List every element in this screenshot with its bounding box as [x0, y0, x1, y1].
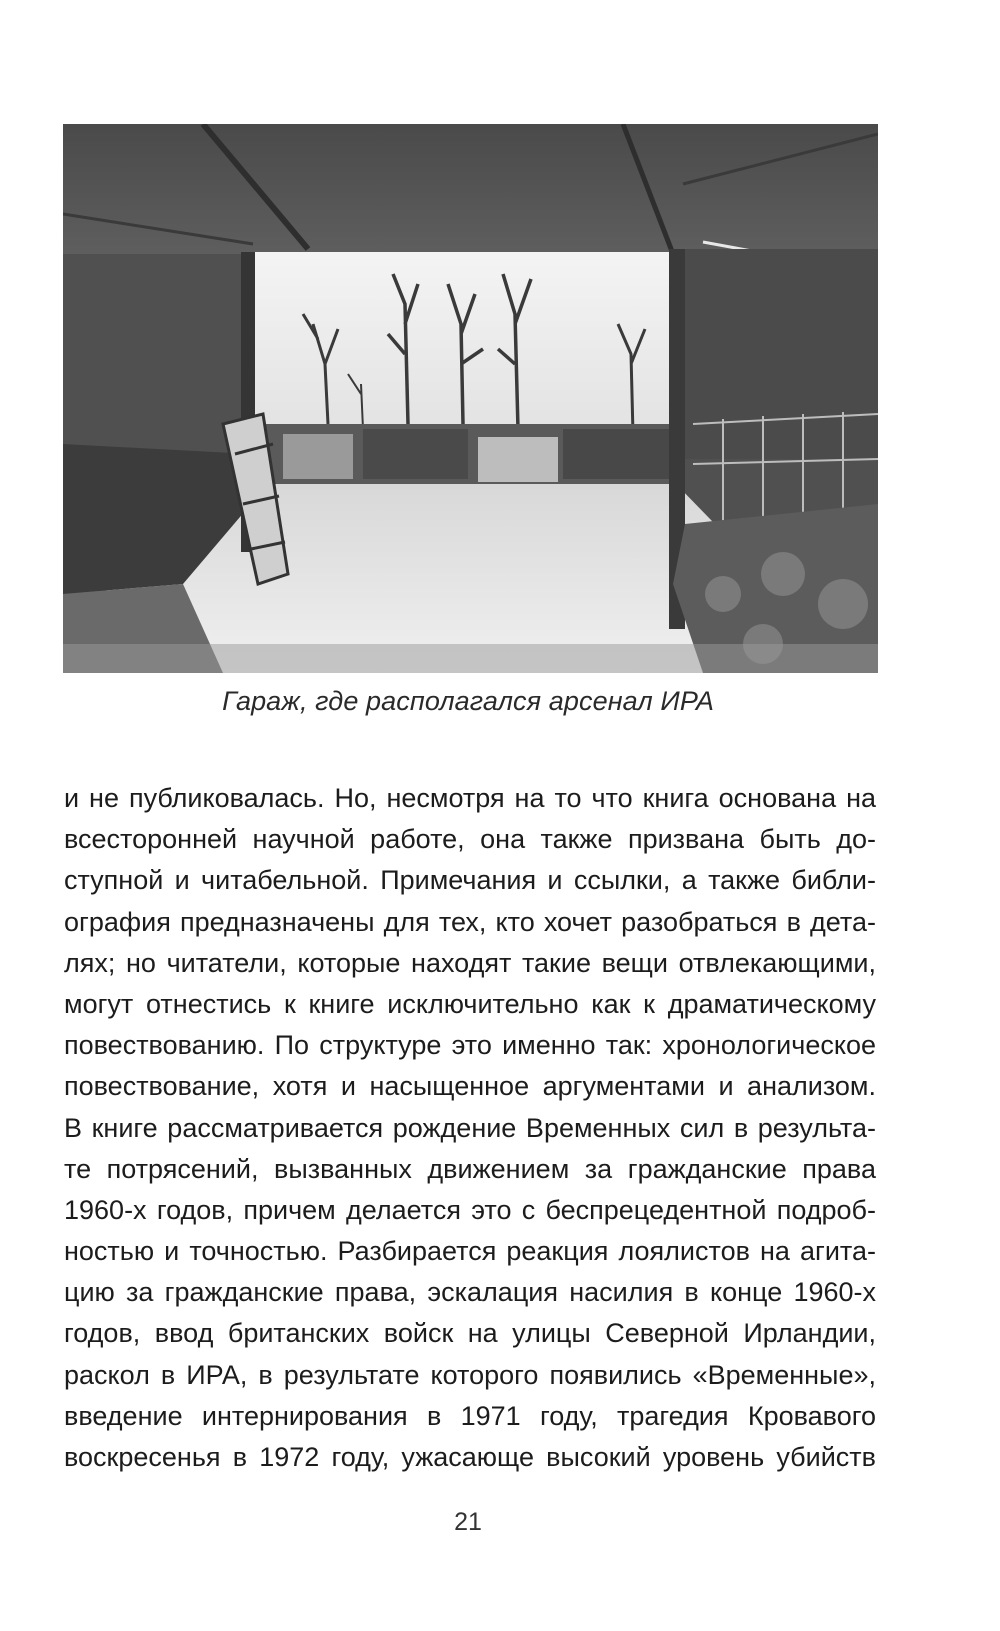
- text-line: раскол в ИРА, в результате которого появились «Временные»,: [64, 1359, 876, 1390]
- text-line: ография предназначены для тех, кто хочет разобраться в дета-: [64, 906, 876, 937]
- text-line: ностью и точностью. Разбирается реакция лоялистов на агита-: [64, 1236, 876, 1267]
- text-line: могут отнестись к книге исключительно как к драматическому: [64, 988, 876, 1019]
- text-line: В книге рассматривается рождение Временных сил в результа-: [64, 1112, 876, 1143]
- page-number: 21: [454, 1508, 482, 1536]
- text-line: повествованию. По структуре это именно так: хронологическое: [64, 1030, 876, 1061]
- text-line: ступной и читабельной. Примечания и ссылки, а также библи-: [64, 865, 876, 896]
- text-line: лях; но читатели, которые находят такие вещи отвлекающими,: [64, 947, 876, 978]
- text-line: всесторонней научной работе, она также призвана быть до-: [64, 824, 876, 855]
- body-text: [64, 778, 876, 1478]
- text-line: годов, ввод британских войск на улицы Северной Ирландии,: [64, 1318, 876, 1349]
- text-line: цию за гражданские права, эскалация насилия в конце 1960-х: [64, 1277, 876, 1308]
- text-line: те потрясений, вызванных движением за гражданские права: [64, 1153, 876, 1184]
- photo-caption: Гараж, где располагался арсенал ИРА: [222, 686, 714, 716]
- garage-photo: [63, 124, 878, 673]
- text-line: и не публиковалась. Но, несмотря на то что книга основана на: [64, 783, 876, 813]
- text-line: 1960-х годов, причем делается это с беспрецедентной подроб-: [64, 1194, 876, 1225]
- text-line: повествование, хотя и насыщенное аргументами и анализом.: [64, 1071, 876, 1102]
- text-line: воскресенья в 1972 году, ужасающе высокий уровень убийств: [64, 1442, 876, 1472]
- text-line: введение интернирования в 1971 году, трагедия Кровавого: [64, 1400, 876, 1431]
